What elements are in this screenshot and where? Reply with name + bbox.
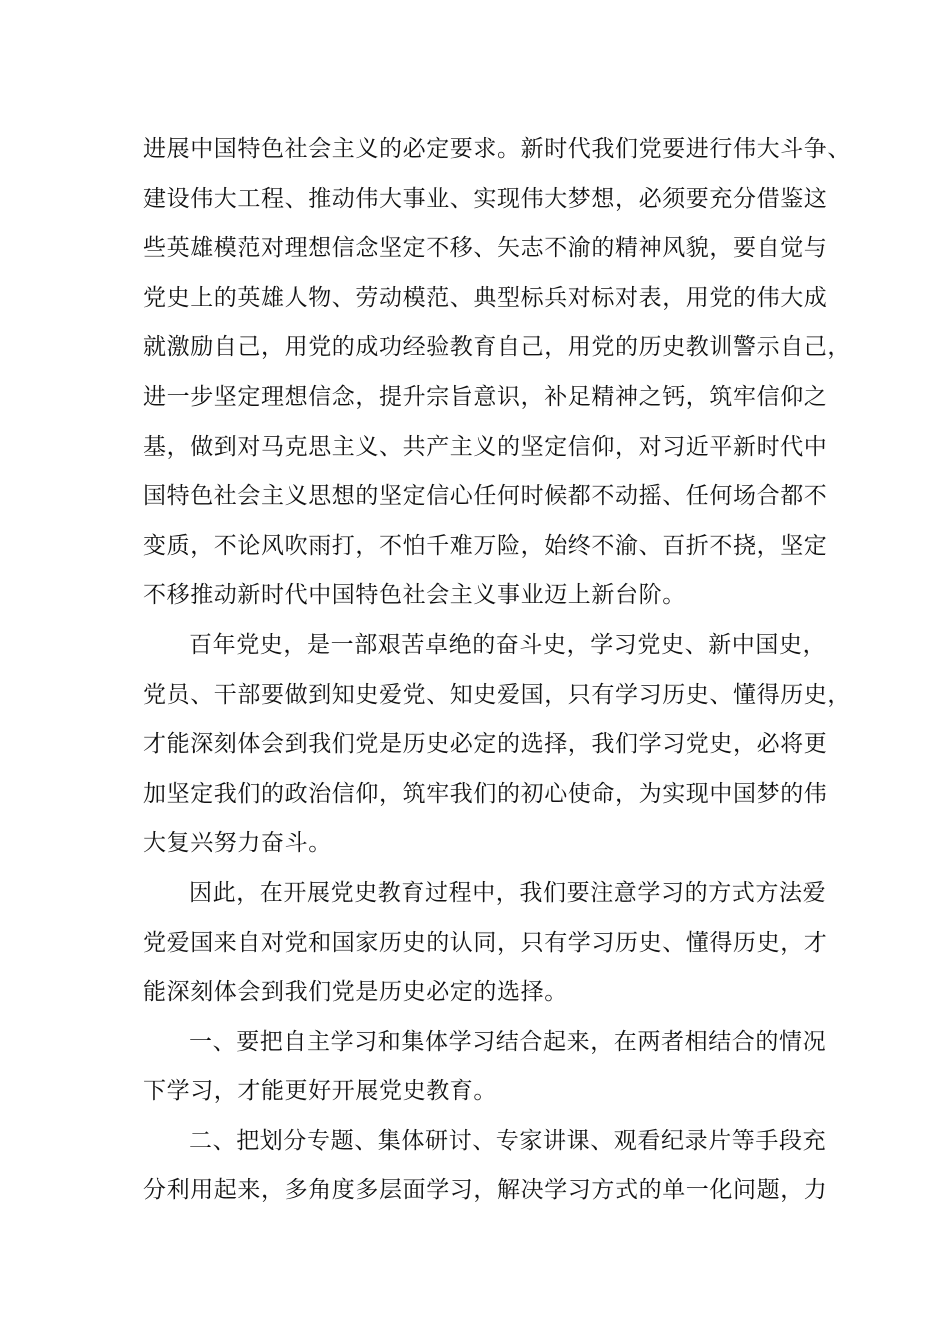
text-line: 加坚定我们的政治信仰，筑牢我们的初心使命，为实现中国梦的伟 bbox=[143, 780, 828, 807]
paragraph-1 bbox=[143, 125, 851, 621]
paragraph-4 bbox=[143, 1018, 833, 1117]
text-line: 变质，不论风吹雨打，不怕千难万险，始终不渝、百折不挠，坚定 bbox=[143, 532, 828, 559]
paragraph-5 bbox=[143, 1117, 833, 1216]
text-line: 些英雄模范对理想信念坚定不移、矢志不渝的精神风貌，要自觉与 bbox=[143, 235, 828, 262]
text-line: 不移推动新时代中国特色社会主义事业迈上新台阶。 bbox=[143, 582, 686, 609]
paragraph-3 bbox=[143, 869, 833, 1018]
text-line: 进一步坚定理想信念，提升宗旨意识，补足精神之钙，筑牢信仰之 bbox=[143, 383, 828, 410]
text-line: 二、把划分专题、集体研讨、专家讲课、观看纪录片等手段充 bbox=[189, 1127, 827, 1154]
text-line: 党爱国来自对党和国家历史的认同，只有学习历史、懂得历史，才 bbox=[143, 929, 828, 956]
text-line: 基，做到对马克思主义、共产主义的坚定信仰，对习近平新时代中 bbox=[143, 433, 828, 460]
text-line: 进展中国特色社会主义的必定要求。新时代我们党要进行伟大斗争、 bbox=[143, 136, 851, 162]
text-line: 党史上的英雄人物、劳动模范、典型标兵对标对表，用党的伟大成 bbox=[143, 284, 828, 311]
text-line: 分利用起来，多角度多层面学习，解决学习方式的单一化问题，力 bbox=[143, 1177, 828, 1204]
text-line: 党员、干部要做到知史爱党、知史爱国，只有学习历史、懂得历史， bbox=[143, 681, 851, 708]
text-line: 因此，在开展党史教育过程中，我们要注意学习的方式方法爱 bbox=[189, 879, 827, 906]
text-line: 一、要把自主学习和集体学习结合起来，在两者相结合的情况 bbox=[189, 1028, 827, 1055]
text-line: 下学习，才能更好开展党史教育。 bbox=[143, 1078, 497, 1105]
text-line: 国特色社会主义思想的坚定信心任何时候都不动摇、任何场合都不 bbox=[143, 483, 828, 510]
text-line: 建设伟大工程、推动伟大事业、实现伟大梦想，必须要充分借鉴这 bbox=[143, 185, 828, 212]
text-line: 百年党史，是一部艰苦卓绝的奋斗史，学习党史、新中国史， bbox=[189, 631, 827, 658]
paragraph-2 bbox=[143, 621, 851, 869]
text-line: 能深刻体会到我们党是历史必定的选择。 bbox=[143, 979, 568, 1006]
text-line: 就激励自己，用党的成功经验教育自己，用党的历史教训警示自己， bbox=[143, 334, 851, 361]
text-line: 才能深刻体会到我们党是历史必定的选择，我们学习党史，必将更 bbox=[143, 731, 828, 758]
document-body bbox=[143, 125, 851, 1216]
text-line: 大复兴努力奋斗。 bbox=[143, 830, 332, 857]
